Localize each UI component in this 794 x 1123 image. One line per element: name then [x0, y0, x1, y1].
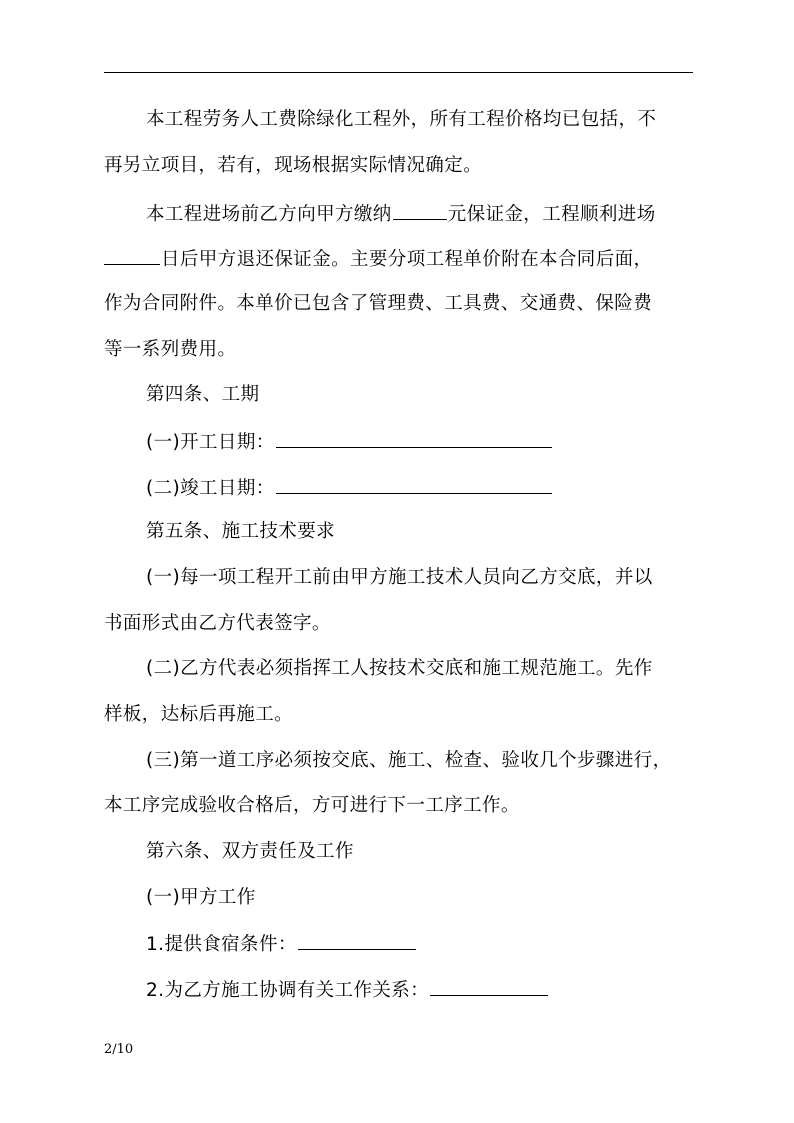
form-line: [146, 429, 693, 455]
header-rule: [104, 72, 693, 73]
field-label: (一)开工日期：: [146, 432, 275, 453]
paragraph-line: 再另立项目，若有，现场根据实际情况确定。: [104, 155, 483, 176]
section-heading: 第四条、工期: [146, 384, 260, 405]
paragraph-line: (三)第一道工序必须按交底、施工、检查、验收几个步骤进行，: [146, 750, 672, 771]
paragraph-line: 等一系列费用。: [104, 339, 237, 360]
completion-date-blank: [276, 475, 552, 494]
paragraph-line: (一)每一项工程开工前由甲方施工技术人员向乙方交底，并以: [146, 567, 653, 588]
section-heading: 第五条、施工技术要求: [146, 521, 336, 542]
form-line: [146, 931, 693, 957]
refund-days-blank: [104, 246, 160, 265]
page-number: 2/10: [104, 1042, 134, 1057]
form-line: [146, 475, 693, 501]
paragraph-line: (二)乙方代表必须指挥工人按技术交底和施工规范施工。先作: [146, 658, 653, 679]
subsection-heading: (一)甲方工作: [146, 887, 256, 908]
paragraph-line: [146, 201, 693, 227]
paragraph-line: 作为合同附件。本单价已包含了管理费、工具费、交通费、保险费: [104, 293, 653, 314]
field-label: 1.提供食宿条件：: [146, 934, 297, 955]
paragraph-line: 本工程劳务人工费除绿化工程外，所有工程价格均已包括，不: [146, 109, 657, 130]
field-label: (二)竣工日期：: [146, 478, 275, 499]
paragraph-line: [104, 246, 693, 272]
deposit-amount-blank: [393, 201, 447, 220]
text-segment: 元保证金，工程顺利进场: [447, 204, 656, 225]
paragraph-line: 书面形式由乙方代表签字。: [104, 613, 331, 634]
form-line: [146, 977, 693, 1003]
start-date-blank: [276, 429, 552, 448]
text-segment: 本工程进场前乙方向甲方缴纳: [146, 204, 392, 225]
section-heading: 第六条、双方责任及工作: [146, 841, 354, 862]
paragraph-line: 本工序完成验收合格后，方可进行下一工序工作。: [104, 795, 520, 816]
field-label: 2.为乙方施工协调有关工作关系：: [146, 980, 430, 1001]
text-segment: 日后甲方退还保证金。主要分项工程单价附在本合同后面，: [161, 249, 653, 270]
coordination-blank: [430, 977, 548, 996]
paragraph-line: 样板，达标后再施工。: [104, 704, 294, 725]
lodging-blank: [298, 931, 416, 950]
